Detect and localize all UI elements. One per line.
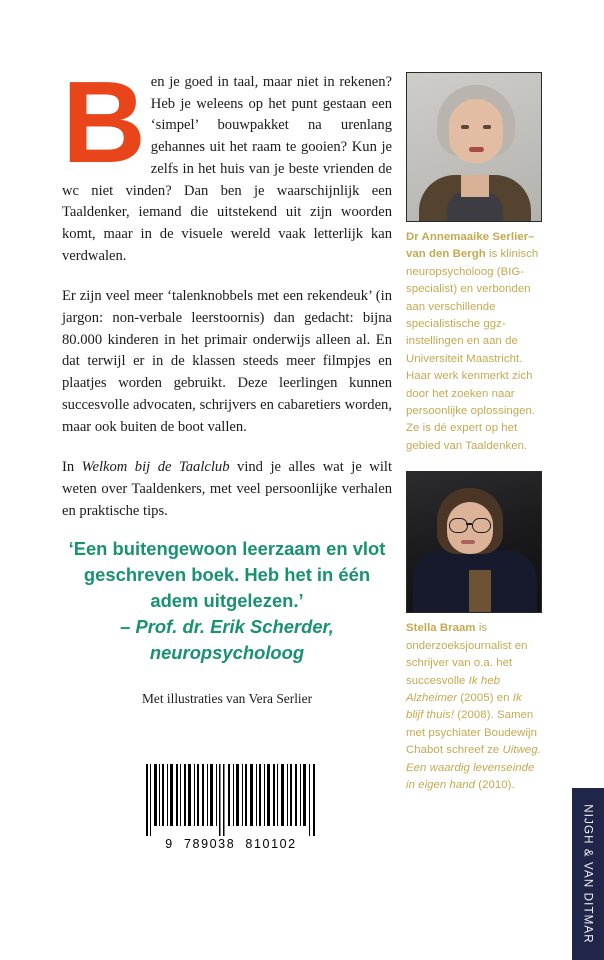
blurb-paragraph-3-pre: In [62, 459, 82, 476]
blurb-paragraph-3 [62, 457, 392, 522]
portrait-glasses-bridge-shape [466, 523, 472, 525]
blurb-paragraph-1-text: en je goed in taal, maar niet in rekenen? Heb je weleens op het punt gestaan een ‘simpel’ bouwpakket na urenlang gehannes uit het raam te gooien? Kun je zelfs in het huis van je beste vrienden de wc niet vinden? Dan ben je waarschijnlijk een Taaldenker, iemand die uitstekend uit zijn woorden komt, maar in de visuele wereld vaak letterlijk kan verdwalen. [62, 74, 392, 264]
author-bio-annemaaike-serlier [406, 229, 542, 455]
bio-braam-book-title-3: Uitweg. Een waardig levenseinde in eigen hand [406, 744, 541, 791]
blurb-paragraph-3-post: vind je alles wat je wilt weten over Taaldenkers, met veel persoonlijke verhalen en praktische tips. [62, 459, 393, 519]
author-sidebar [406, 72, 542, 794]
quote-attribution-name: – Prof. dr. Erik Scherder, [120, 616, 334, 637]
bio-braam-book-title-2: Ik blijf thuis! [406, 691, 522, 722]
bio-braam-book-title-1: Ik heb Alzheimer [406, 674, 500, 704]
quote-attribution-role: neuropsycholoog [149, 642, 305, 663]
isbn-barcode-block [140, 764, 322, 851]
blurb-paragraph-2: Er zijn veel meer ‘talenknobbels met een rekendeuk’ (in jargon: non-verbale leerstoornis) dan gedacht: bijna 80.000 kinderen in het primair onderwijs alleen al. En dat terwijl er in de klassen steeds meer filmpjes en plaatjes worden gebruikt. Deze leerlingen kunnen succesvolle advocaten, schrijvers en cabaretiers worden, maar ook buiten de boot vallen. [62, 288, 392, 435]
quote-line-2: vlot geschreven boek. Heb het in één [83, 538, 386, 585]
quote-line-3: adem uitgelezen.’ [150, 590, 304, 611]
portrait-left-eye-shape [461, 125, 469, 129]
bio-braam-part-4: (2010). [475, 778, 515, 791]
portrait-neck-shape [461, 175, 489, 197]
publisher-name: NIJGH & VAN DITMAR [581, 804, 595, 944]
portrait-face-shape [449, 99, 503, 163]
barcode-bars-icon [140, 764, 322, 836]
bio-braam-part-3: (2008). Samen met psychiater Boudewijn Chabot schreef ze [406, 709, 537, 757]
publisher-block [572, 788, 604, 960]
illustration-credit: Met illustraties van Vera Serlier [141, 691, 313, 706]
author-bio-stella-braam [406, 620, 542, 794]
author-name-stella-braam: Stella Braam [406, 622, 476, 635]
author-name-annemaaike-serlier: Dr Annemaaike Serlier–van den Bergh [406, 231, 535, 261]
portrait-mouth-shape [461, 540, 475, 544]
author-photo-annemaaike-serlier [406, 72, 542, 222]
portrait-chairback-shape [469, 570, 491, 612]
bio-braam-part-1: is onderzoeksjournalist en schrijver van o.a. het succesvolle [406, 622, 528, 687]
author-block-stella-braam [406, 471, 542, 794]
portrait-right-lens-shape [472, 518, 491, 533]
portrait-mouth-shape [469, 147, 484, 152]
isbn-number: 9 789038 810102 [165, 837, 297, 851]
book-title-reference: Welkom bij de Taalclub [81, 459, 230, 476]
author-photo-stella-braam [406, 471, 542, 613]
blurb-column [62, 57, 393, 541]
review-pull-quote [62, 536, 392, 666]
author-bio-text-annemaaike-serlier: is klinisch neuropsycholoog (BIG-specialist) en verbonden aan verschillende specialistische ggz-instellingen en aan de Universiteit Maastricht. Haar werk kenmerkt zich door het zoeken naar persoonlijke oplossingen. Ze is dé expert op het gebied van Taaldenken. [406, 248, 539, 452]
bio-braam-part-2: (2005) en [457, 691, 513, 704]
portrait-left-lens-shape [449, 518, 468, 533]
quote-line-1: ‘Een buitengewoon leerzaam en [68, 538, 348, 559]
drop-cap-letter: B [62, 57, 144, 187]
blurb-paragraph-1 [62, 57, 392, 267]
portrait-right-eye-shape [483, 125, 491, 129]
